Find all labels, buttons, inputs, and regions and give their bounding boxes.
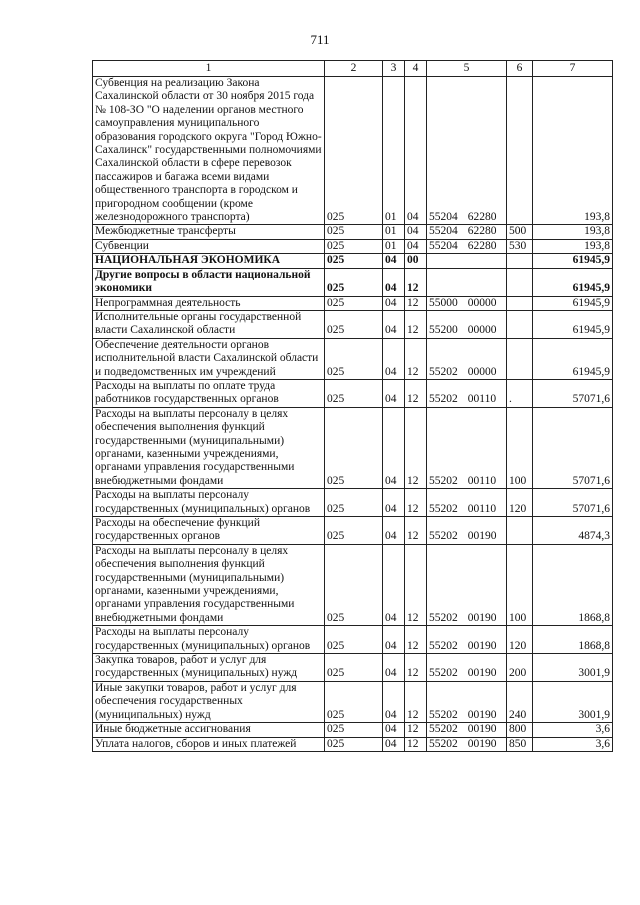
- table-row: [93, 489, 613, 517]
- subsection-code: 12: [405, 296, 427, 310]
- subsection-code: 12: [405, 517, 427, 545]
- ministry-code: 025: [325, 379, 383, 407]
- amount: 3001,9: [533, 654, 613, 682]
- section-code: 01: [383, 225, 405, 239]
- target-article-part-b: 00000: [467, 324, 497, 337]
- row-name: Расходы на обеспечение функций государственных органов: [93, 517, 325, 545]
- column-header: 5: [427, 61, 507, 77]
- ministry-code: 025: [325, 254, 383, 268]
- column-number-row: [93, 61, 613, 77]
- target-article-part-a: 55202: [429, 723, 458, 736]
- row-name: Субвенции: [93, 239, 325, 253]
- amount: 1868,8: [533, 626, 613, 654]
- subsection-code: 12: [405, 268, 427, 296]
- subsection-code: 04: [405, 225, 427, 239]
- amount: 3001,9: [533, 681, 613, 722]
- target-article: [427, 239, 507, 253]
- ministry-code: 025: [325, 77, 383, 225]
- target-article-part-b: 00190: [467, 723, 497, 736]
- amount: 61945,9: [533, 254, 613, 268]
- target-article-part-a: 55202: [429, 708, 458, 721]
- expense-type: 500: [507, 225, 533, 239]
- ministry-code: 025: [325, 338, 383, 379]
- ministry-code: 025: [325, 239, 383, 253]
- target-article-part-a: 55204: [429, 225, 458, 238]
- row-name: Другие вопросы в области национальной экономики: [93, 268, 325, 296]
- table-row: [93, 310, 613, 338]
- target-article-part-b: 00110: [467, 474, 497, 487]
- ministry-code: 025: [325, 737, 383, 751]
- amount: 1868,8: [533, 544, 613, 625]
- target-article-part-a: 55202: [429, 474, 458, 487]
- ministry-code: 025: [325, 654, 383, 682]
- target-article: [427, 254, 507, 268]
- amount: 57071,6: [533, 407, 613, 488]
- section-code: 04: [383, 379, 405, 407]
- target-article-part-a: 55202: [429, 530, 458, 543]
- row-name: Расходы на выплаты персоналу государственных (муниципальных) органов: [93, 489, 325, 517]
- target-article-part-b: 62280: [467, 225, 497, 238]
- section-code: 04: [383, 338, 405, 379]
- amount: 193,8: [533, 239, 613, 253]
- row-name: Закупка товаров, работ и услуг для государственных (муниципальных) нужд: [93, 654, 325, 682]
- column-header: 6: [507, 61, 533, 77]
- target-article-part-b: 00000: [467, 296, 497, 309]
- table-row: [93, 737, 613, 751]
- amount: 4874,3: [533, 517, 613, 545]
- column-header: 1: [93, 61, 325, 77]
- target-article-part-b: 00190: [467, 530, 497, 543]
- target-article: [427, 737, 507, 751]
- row-name: Иные бюджетные ассигнования: [93, 723, 325, 737]
- target-article-part-b: 62280: [467, 211, 497, 224]
- section-code: 04: [383, 626, 405, 654]
- target-article-part-a: 55202: [429, 667, 458, 680]
- target-article-part-a: 55202: [429, 737, 458, 750]
- table-row: [93, 239, 613, 253]
- section-code: 04: [383, 544, 405, 625]
- subsection-code: 12: [405, 407, 427, 488]
- target-article: [427, 268, 507, 296]
- subsection-code: 12: [405, 310, 427, 338]
- section-code: 04: [383, 254, 405, 268]
- section-code: 04: [383, 681, 405, 722]
- expense-type: [507, 254, 533, 268]
- subsection-code: 12: [405, 379, 427, 407]
- column-header: 2: [325, 61, 383, 77]
- expense-type: [507, 77, 533, 225]
- section-code: 01: [383, 239, 405, 253]
- table-body: [93, 77, 613, 752]
- amount: 3,6: [533, 737, 613, 751]
- target-article-part-b: 00190: [467, 708, 497, 721]
- target-article: [427, 225, 507, 239]
- row-name: Уплата налогов, сборов и иных платежей: [93, 737, 325, 751]
- subsection-code: 04: [405, 239, 427, 253]
- budget-table: [92, 60, 613, 752]
- target-article-part-b: 00190: [467, 667, 497, 680]
- amount: 193,8: [533, 77, 613, 225]
- ministry-code: 025: [325, 544, 383, 625]
- table-row: [93, 654, 613, 682]
- table-row: [93, 254, 613, 268]
- expense-type: [507, 517, 533, 545]
- target-article-part-b: 00110: [467, 502, 497, 515]
- ministry-code: 025: [325, 225, 383, 239]
- expense-type: 200: [507, 654, 533, 682]
- table-row: [93, 723, 613, 737]
- section-code: 04: [383, 268, 405, 296]
- expense-type: 100: [507, 544, 533, 625]
- row-name: Иные закупки товаров, работ и услуг для обеспечения государственных (муниципальных) нужд: [93, 681, 325, 722]
- subsection-code: 12: [405, 626, 427, 654]
- target-article-part-a: 55202: [429, 502, 458, 515]
- target-article: [427, 681, 507, 722]
- section-code: 04: [383, 489, 405, 517]
- amount: 61945,9: [533, 268, 613, 296]
- table-row: [93, 338, 613, 379]
- row-name: Субвенция на реализацию Закона Сахалинской области от 30 ноября 2015 года № 108-ЗО "О наделении органов местного самоуправления муниципального образования городского округа "Город Южно-Сахалинск" государственными полномочиями Сахалинской области в сфере перевозок пассажиров и багажа всеми видами общественного транспорта в городском и пригородном сообщении (кроме железнодорожного транспорта): [93, 77, 325, 225]
- table-row: [93, 268, 613, 296]
- ministry-code: 025: [325, 681, 383, 722]
- target-article-part-b: 62280: [467, 239, 497, 252]
- expense-type: [507, 310, 533, 338]
- section-code: 01: [383, 77, 405, 225]
- page-number: 711: [310, 32, 330, 47]
- target-article-part-a: 55202: [429, 639, 458, 652]
- section-code: 04: [383, 310, 405, 338]
- target-article: [427, 407, 507, 488]
- target-article-part-a: 55204: [429, 239, 458, 252]
- table-row: [93, 77, 613, 225]
- amount: 61945,9: [533, 338, 613, 379]
- target-article: [427, 517, 507, 545]
- table-row: [93, 517, 613, 545]
- ministry-code: 025: [325, 489, 383, 517]
- subsection-code: 12: [405, 544, 427, 625]
- row-name: Межбюджетные трансферты: [93, 225, 325, 239]
- section-code: 04: [383, 296, 405, 310]
- row-name: Расходы на выплаты персоналу государственных (муниципальных) органов: [93, 626, 325, 654]
- expense-type: 120: [507, 489, 533, 517]
- subsection-code: 12: [405, 338, 427, 379]
- subsection-code: 00: [405, 254, 427, 268]
- column-header: 3: [383, 61, 405, 77]
- row-name: Исполнительные органы государственной власти Сахалинской области: [93, 310, 325, 338]
- table-row: [93, 626, 613, 654]
- ministry-code: 025: [325, 407, 383, 488]
- row-name: Расходы на выплаты по оплате труда работников государственных органов: [93, 379, 325, 407]
- target-article: [427, 626, 507, 654]
- expense-type: 530: [507, 239, 533, 253]
- expense-type: 240: [507, 681, 533, 722]
- target-article: [427, 544, 507, 625]
- table-row: [93, 544, 613, 625]
- subsection-code: 12: [405, 723, 427, 737]
- section-code: 04: [383, 407, 405, 488]
- ministry-code: 025: [325, 626, 383, 654]
- column-header: 7: [533, 61, 613, 77]
- section-code: 04: [383, 517, 405, 545]
- row-name: Расходы на выплаты персоналу в целях обеспечения выполнения функций государственными (муниципальными) органами, казенными учреждениями, органами управления государственными внебюджетными фондами: [93, 544, 325, 625]
- subsection-code: 12: [405, 654, 427, 682]
- expense-type: .: [507, 379, 533, 407]
- ministry-code: 025: [325, 517, 383, 545]
- amount: 61945,9: [533, 310, 613, 338]
- ministry-code: 025: [325, 268, 383, 296]
- target-article-part-a: 55000: [429, 296, 458, 309]
- subsection-code: 04: [405, 77, 427, 225]
- subsection-code: 12: [405, 737, 427, 751]
- section-code: 04: [383, 723, 405, 737]
- target-article-part-a: 55202: [429, 365, 458, 378]
- ministry-code: 025: [325, 723, 383, 737]
- target-article-part-b: 00190: [467, 639, 497, 652]
- amount: 3,6: [533, 723, 613, 737]
- expense-type: [507, 268, 533, 296]
- table-row: [93, 407, 613, 488]
- expense-type: [507, 296, 533, 310]
- target-article-part-a: 55202: [429, 393, 458, 406]
- target-article-part-b: 00110: [467, 393, 497, 406]
- expense-type: 120: [507, 626, 533, 654]
- table-row: [93, 379, 613, 407]
- target-article-part-b: 00190: [467, 611, 497, 624]
- target-article: [427, 654, 507, 682]
- expense-type: [507, 338, 533, 379]
- target-article: [427, 77, 507, 225]
- target-article: [427, 310, 507, 338]
- target-article: [427, 379, 507, 407]
- target-article: [427, 489, 507, 517]
- ministry-code: 025: [325, 296, 383, 310]
- table-row: [93, 225, 613, 239]
- expense-type: 850: [507, 737, 533, 751]
- target-article-part-a: 55202: [429, 611, 458, 624]
- section-code: 04: [383, 654, 405, 682]
- row-name: Обеспечение деятельности органов исполнительной власти Сахалинской области и подведомственных им учреждений: [93, 338, 325, 379]
- target-article: [427, 296, 507, 310]
- amount: 57071,6: [533, 379, 613, 407]
- row-name: Расходы на выплаты персоналу в целях обеспечения выполнения функций государственными (муниципальными) органами, казенными учреждениями, органами управления государственными внебюджетными фондами: [93, 407, 325, 488]
- row-name: Непрограммная деятельность: [93, 296, 325, 310]
- row-name: НАЦИОНАЛЬНАЯ ЭКОНОМИКА: [93, 254, 325, 268]
- expense-type: 100: [507, 407, 533, 488]
- expense-type: 800: [507, 723, 533, 737]
- target-article-part-a: 55200: [429, 324, 458, 337]
- section-code: 04: [383, 737, 405, 751]
- amount: 57071,6: [533, 489, 613, 517]
- table-row: [93, 296, 613, 310]
- subsection-code: 12: [405, 681, 427, 722]
- table-row: [93, 681, 613, 722]
- target-article-part-b: 00190: [467, 737, 497, 750]
- amount: 61945,9: [533, 296, 613, 310]
- amount: 193,8: [533, 225, 613, 239]
- target-article-part-a: 55204: [429, 211, 458, 224]
- ministry-code: 025: [325, 310, 383, 338]
- target-article-part-b: 00000: [467, 365, 497, 378]
- subsection-code: 12: [405, 489, 427, 517]
- target-article: [427, 338, 507, 379]
- column-header: 4: [405, 61, 427, 77]
- target-article: [427, 723, 507, 737]
